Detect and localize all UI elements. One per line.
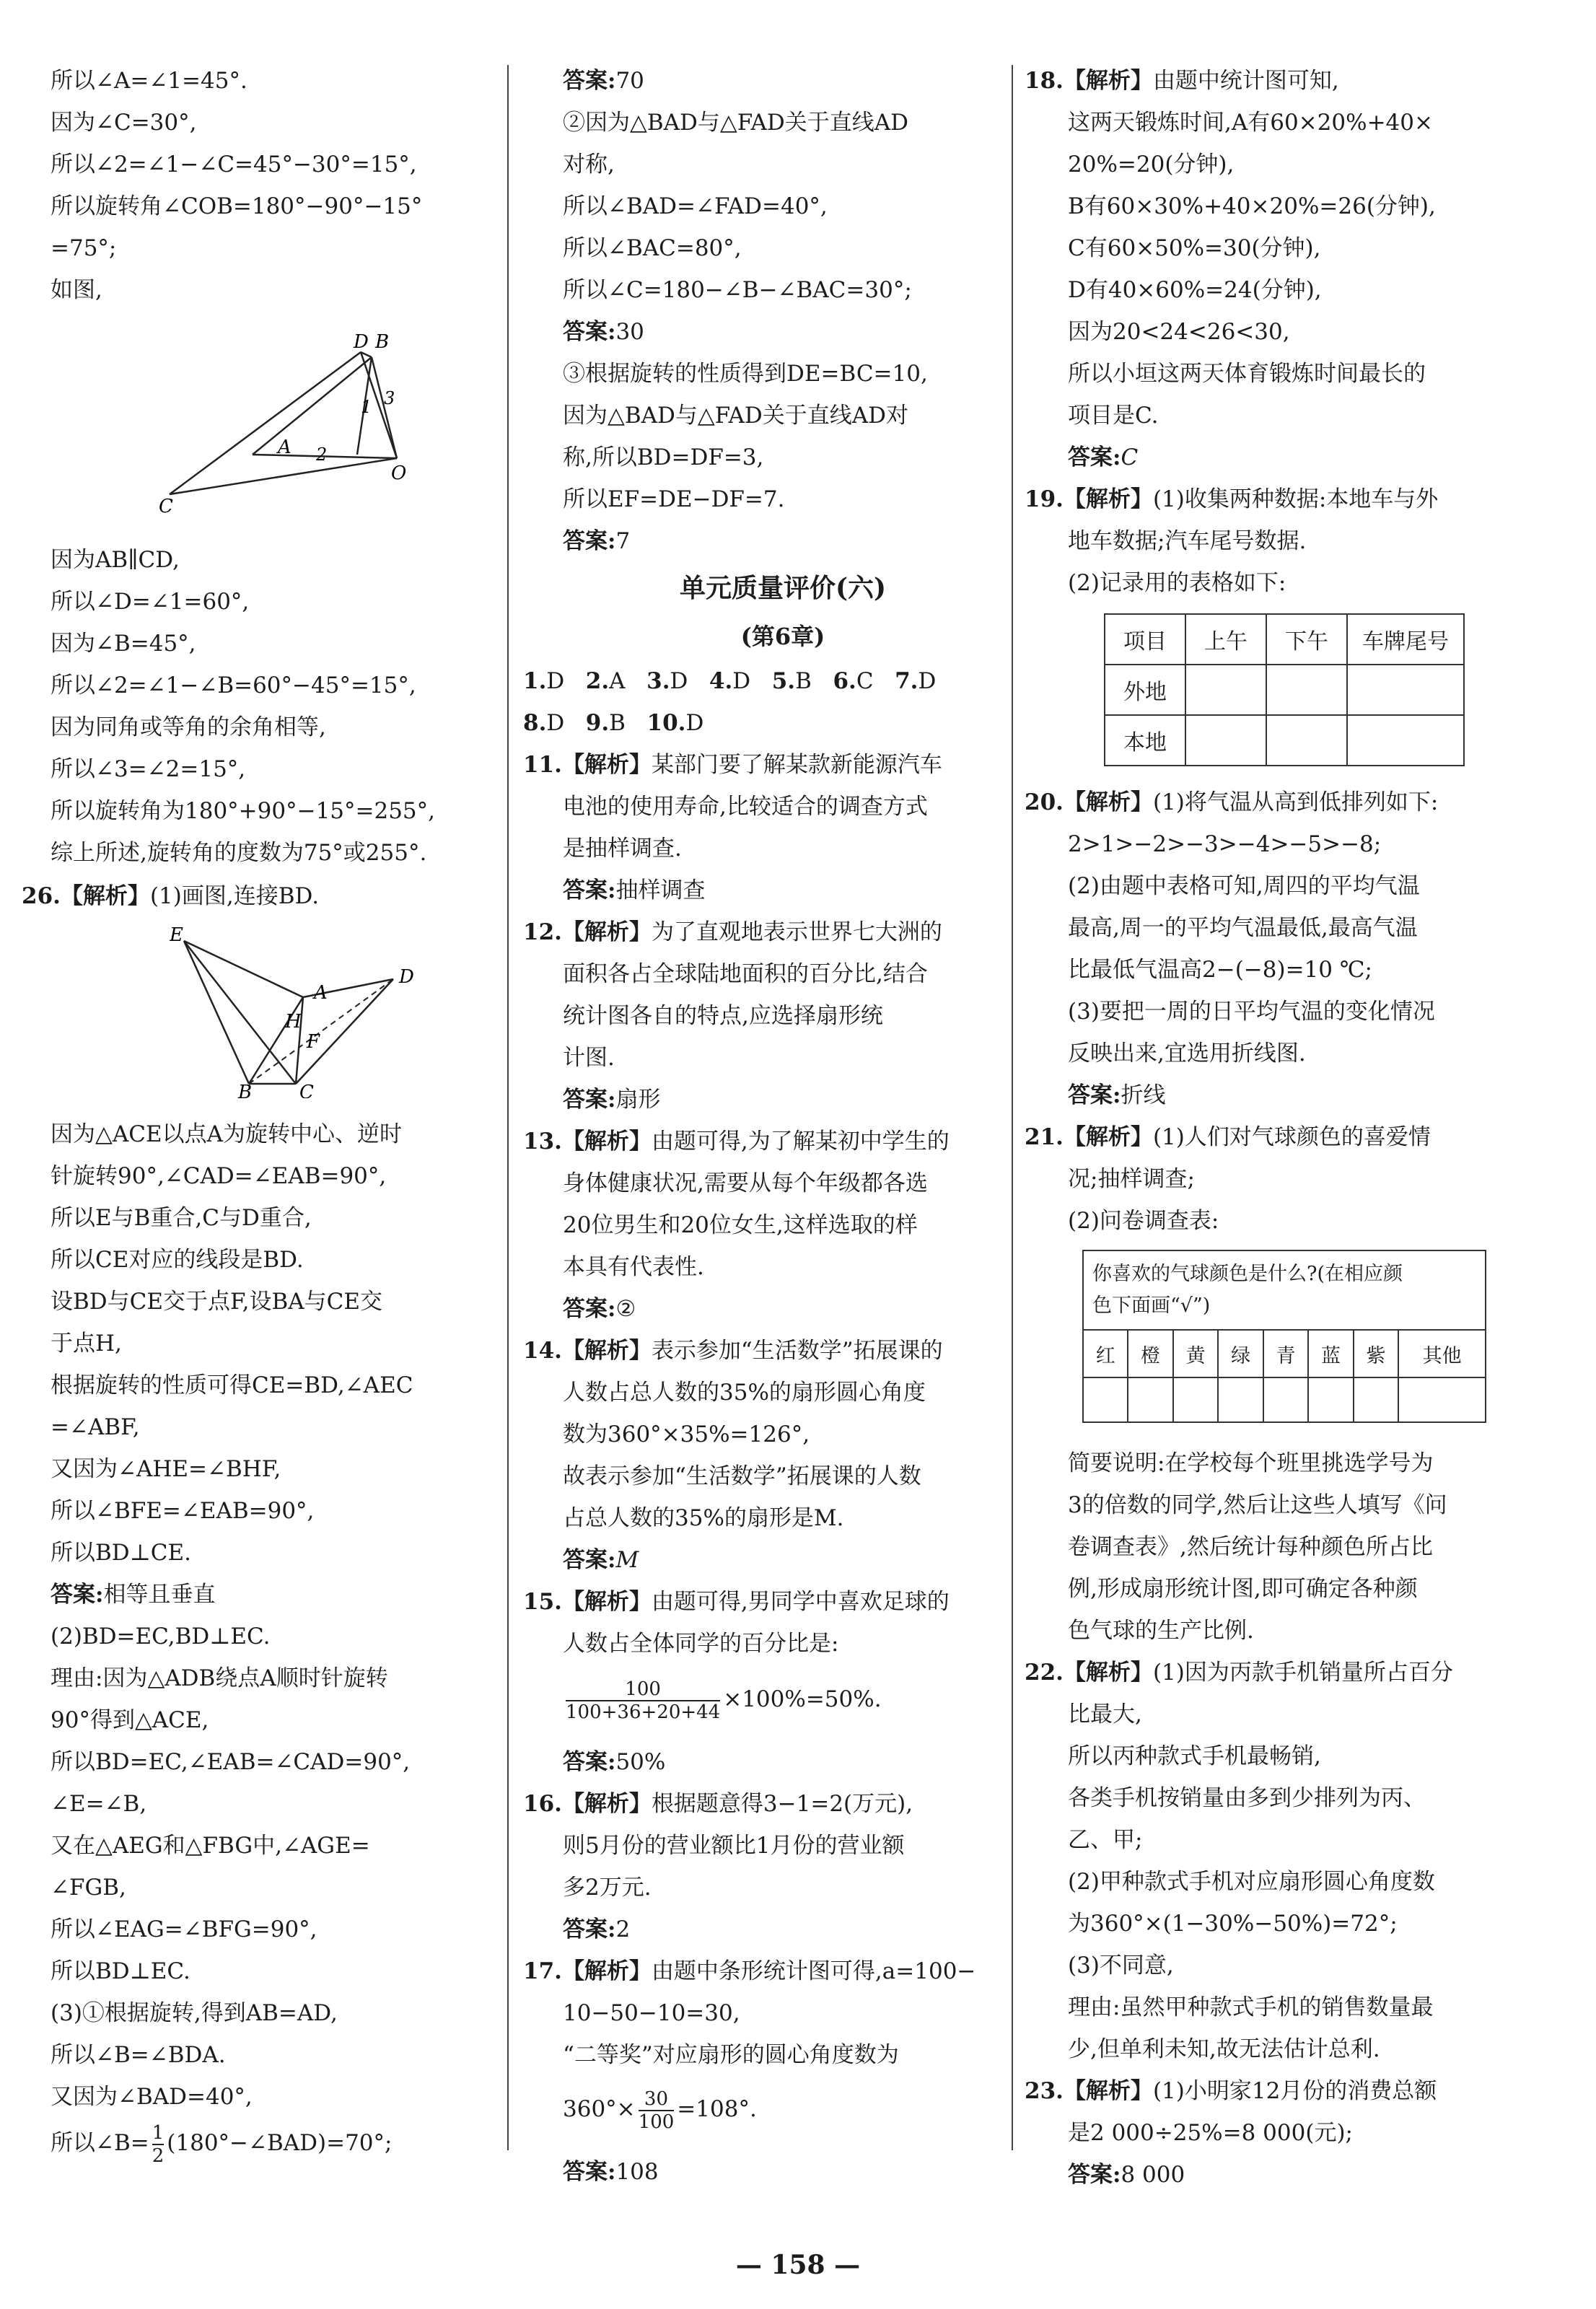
- survey-blank-cell: [1083, 1377, 1128, 1422]
- fig2-label: H: [285, 1011, 302, 1033]
- answer-line: [51, 1580, 215, 1609]
- survey-color-cell: 黄: [1173, 1330, 1218, 1377]
- answer-label: 答案:: [563, 2159, 616, 2185]
- table-cell: [1347, 665, 1464, 715]
- text-part: (1)小明家12月份的消费总额: [1152, 2078, 1437, 2104]
- answer-label: 答案:: [563, 1749, 616, 1775]
- text-line: “二等奖”对应扇形的圆心角度数为: [563, 2042, 899, 2068]
- numerator: 30: [644, 2087, 669, 2110]
- text-line: (3)要把一周的日平均气温的变化情况: [1068, 999, 1435, 1025]
- text-line: 地车数据;汽车尾号数据.: [1068, 528, 1307, 554]
- survey-blank-cell: [1308, 1377, 1353, 1422]
- question-number: 16.: [523, 1791, 562, 1817]
- question-19: [1025, 485, 1438, 514]
- answer-line: [563, 527, 630, 556]
- answer-label: 答案:: [563, 319, 616, 345]
- text-line: 所以∠3=∠2=15°,: [51, 756, 246, 782]
- choice-number: 5.: [771, 668, 796, 694]
- text-line: (2)甲种款式手机对应扇形圆心角度数: [1068, 1869, 1435, 1895]
- answer-label: 答案:: [563, 1087, 616, 1113]
- fig1-label: A: [278, 437, 291, 458]
- text-line: 多2万元.: [563, 1875, 652, 1901]
- survey-color-cell: 红: [1083, 1330, 1128, 1377]
- text-line: 卷调查表》,然后统计每种颜色所占比: [1068, 1534, 1433, 1560]
- text-line: 况;抽样调查;: [1068, 1166, 1195, 1192]
- question-22: [1025, 1658, 1453, 1687]
- text-line: ∠FGB,: [51, 1875, 126, 1901]
- table-cell: 本地: [1105, 715, 1185, 766]
- formula-line: [563, 2084, 757, 2134]
- question-number: 20.: [1025, 789, 1064, 815]
- text-line: 所以BD⊥EC.: [51, 1958, 190, 1984]
- text-line: 少,但单利未知,故无法估计总利.: [1068, 2036, 1380, 2062]
- text-line: 理由:因为△ADB绕点A顺时针旋转: [51, 1665, 388, 1691]
- text-line: C有60×50%=30(分钟),: [1068, 235, 1321, 261]
- choice-answer: D: [546, 710, 565, 736]
- answer-value: 扇形: [615, 1087, 661, 1113]
- question-number: 15.: [523, 1589, 562, 1615]
- geometry-figure-2: [170, 925, 444, 1098]
- text-line: 理由:虽然甲种款式手机的销售数量最: [1068, 1994, 1434, 2020]
- table-cell: [1347, 715, 1464, 766]
- text-line: 比最大,: [1068, 1701, 1142, 1727]
- text-line: 因为20<24<26<30,: [1068, 319, 1290, 345]
- text-line: 最高,周一的平均气温最低,最高气温: [1068, 915, 1418, 941]
- answer-line: [1068, 1081, 1165, 1110]
- text-line: B有60×30%+40×20%=26(分钟),: [1068, 193, 1436, 219]
- text-line: 是2 000÷25%=8 000(元);: [1068, 2120, 1353, 2146]
- table-header-cell: 上午: [1185, 614, 1266, 665]
- text-line: 这两天锻炼时间,A有60×20%+40×: [1068, 110, 1433, 136]
- text-line: 20位男生和20位女生,这样选取的样: [563, 1212, 918, 1238]
- question-14: [523, 1336, 943, 1365]
- analysis-tag: 【解析】: [1063, 1124, 1153, 1150]
- answer-line: [563, 1546, 639, 1574]
- analysis-tag: 【解析】: [1063, 789, 1153, 815]
- question-number: 19.: [1025, 486, 1064, 512]
- answer-line: [563, 66, 644, 95]
- question-number: 21.: [1025, 1124, 1064, 1150]
- choice-answer: B: [609, 710, 626, 736]
- question-21: [1025, 1123, 1431, 1152]
- text-line: [51, 2121, 392, 2167]
- choice-number: 4.: [709, 668, 733, 694]
- text-line: 人数占全体同学的百分比是:: [563, 1631, 839, 1657]
- text-part: =108°.: [677, 2096, 757, 2122]
- text-part: ×100%=50%.: [723, 1686, 882, 1712]
- fig1-label: 2: [316, 444, 328, 465]
- text-line: (3)①根据旋转,得到AB=AD,: [51, 2000, 338, 2026]
- text-line: 所以CE对应的线段是BD.: [51, 1247, 304, 1273]
- text-line: 所以∠D=∠1=60°,: [51, 589, 250, 615]
- question-number: 11.: [523, 752, 562, 778]
- answer-value: C: [1121, 444, 1139, 470]
- answer-value: 108: [615, 2159, 659, 2185]
- text-line: 2>1>−2>−3>−4>−5>−8;: [1068, 831, 1382, 857]
- answer-label: 答案:: [51, 1582, 104, 1608]
- text-line: 综上所述,旋转角的度数为75°或255°.: [51, 840, 427, 866]
- text-line: 因为AB∥CD,: [51, 547, 180, 573]
- text-line: 所以∠BAC=80°,: [563, 235, 742, 261]
- text-line: 因为同角或等角的余角相等,: [51, 714, 326, 740]
- analysis-tag: 【解析】: [1063, 68, 1153, 94]
- analysis-tag: 【解析】: [561, 1791, 652, 1817]
- text-line: 于点H,: [51, 1331, 122, 1357]
- text-part: 某部门要了解某款新能源汽车: [651, 752, 942, 778]
- text-part: (1)因为丙款手机销量所占百分: [1152, 1660, 1453, 1686]
- table-cell: [1266, 715, 1347, 766]
- text-line: 所以∠A=∠1=45°.: [51, 68, 247, 94]
- text-line: 所以∠C=180−∠B−∠BAC=30°;: [563, 277, 912, 303]
- choice-number: 3.: [646, 668, 670, 694]
- text-line: 因为∠C=30°,: [51, 110, 197, 136]
- choice-answer: B: [795, 668, 812, 694]
- denominator: 2: [152, 2144, 165, 2167]
- answer-value: 折线: [1121, 1082, 1166, 1108]
- fig1-label: D: [354, 332, 369, 353]
- text-line: 是抽样调查.: [563, 836, 682, 862]
- survey-blank-cell: [1354, 1377, 1398, 1422]
- answer-value: 30: [615, 319, 644, 345]
- text-line: 如图,: [51, 277, 102, 303]
- question-number: 23.: [1025, 2078, 1064, 2104]
- text-line: 10−50−10=30,: [563, 2000, 740, 2026]
- text-part: 由题中条形统计图可得,a=100−: [651, 1958, 976, 1984]
- answer-line: [563, 876, 705, 905]
- numerator: 1: [152, 2121, 165, 2144]
- text-line: 各类手机按销量由多到少排列为丙、: [1068, 1785, 1426, 1811]
- text-part: (180°−∠BAD)=70°;: [167, 2130, 393, 2156]
- text-line: 例,形成扇形统计图,即可确定各种颜: [1068, 1576, 1418, 1602]
- text-line: 数为360°×35%=126°,: [563, 1421, 810, 1447]
- answer-value: 8 000: [1121, 2162, 1185, 2188]
- text-line: 根据旋转的性质可得CE=BD,∠AEC: [51, 1372, 413, 1398]
- question-11: [523, 750, 942, 779]
- choice-answers-row-2: [523, 709, 703, 737]
- question-number: 22.: [1025, 1660, 1064, 1686]
- text-line: 90°得到△ACE,: [51, 1707, 209, 1733]
- text-line: 所以旋转角为180°+90°−15°=255°,: [51, 798, 436, 824]
- answer-value: 2: [615, 1916, 631, 1942]
- analysis-tag: 【解析】: [561, 1129, 652, 1154]
- fig1-label: 1: [361, 397, 372, 417]
- text-line: D有40×60%=24(分钟),: [1068, 277, 1322, 303]
- text-part: (1)人们对气球颜色的喜爱情: [1152, 1124, 1431, 1150]
- text-line: 又因为∠BAD=40°,: [51, 2084, 253, 2110]
- question-26: [22, 882, 319, 911]
- fig1-label: 3: [384, 388, 395, 408]
- text-line: 因为△BAD与△FAD关于直线AD对: [563, 403, 909, 429]
- answer-label: 答案:: [563, 68, 616, 94]
- answer-line: [563, 317, 644, 346]
- analysis-tag: 【解析】: [561, 1338, 652, 1364]
- survey-table: [1082, 1250, 1486, 1423]
- answer-line: [1068, 2160, 1185, 2189]
- table-header-cell: 车牌尾号: [1347, 614, 1464, 665]
- text-line: 所以丙种款式手机最畅销,: [1068, 1743, 1321, 1769]
- answer-label: 答案:: [1068, 444, 1121, 470]
- text-line: 所以∠2=∠1−∠B=60°−45°=15°,: [51, 672, 416, 698]
- choice-number: 6.: [833, 668, 856, 694]
- question-number: 14.: [523, 1338, 562, 1364]
- question-number: 26.: [22, 883, 61, 909]
- text-line: 称,所以BD=DF=3,: [563, 444, 764, 470]
- text-part: (1)收集两种数据:本地车与外: [1152, 486, 1439, 512]
- text-line: (3)不同意,: [1068, 1953, 1174, 1979]
- text-line: 简要说明:在学校每个班里挑选学号为: [1068, 1450, 1434, 1476]
- text-line: 因为△ACE以点A为旋转中心、逆时: [51, 1121, 402, 1147]
- fig2-label: E: [170, 925, 183, 946]
- question-23: [1025, 2077, 1437, 2106]
- analysis-tag: 【解析】: [1063, 1660, 1153, 1686]
- choice-answer: D: [670, 668, 688, 694]
- text-line: (2)由题中表格可知,周四的平均气温: [1068, 873, 1420, 899]
- text-line: 所以∠BFE=∠EAB=90°,: [51, 1498, 315, 1524]
- analysis-tag: 【解析】: [561, 919, 652, 945]
- answer-label: 答案:: [563, 1296, 616, 1322]
- answer-value: 7: [615, 528, 631, 554]
- survey-color-cell: 橙: [1128, 1330, 1172, 1377]
- text-line: 针旋转90°,∠CAD=∠EAB=90°,: [51, 1163, 387, 1189]
- text-line: 对称,: [563, 152, 615, 178]
- text-part: 所以∠B=: [51, 2130, 149, 2156]
- answer-value: M: [615, 1547, 639, 1573]
- numerator: 100: [625, 1678, 661, 1700]
- survey-blank-cell: [1173, 1377, 1218, 1422]
- question-number: 12.: [523, 919, 562, 945]
- question-12: [523, 918, 942, 947]
- fraction: [639, 2088, 675, 2133]
- choice-number: 2.: [585, 668, 610, 694]
- text-line: 设BD与CE交于点F,设BA与CE交: [51, 1289, 383, 1315]
- column-divider: [507, 65, 509, 2150]
- text-line: 为360°×(1−30%−50%)=72°;: [1068, 1911, 1398, 1937]
- answer-label: 答案:: [1068, 2162, 1121, 2188]
- fig2-label: C: [299, 1082, 314, 1098]
- choice-number: 10.: [646, 710, 686, 736]
- choice-number: 1.: [523, 668, 547, 694]
- survey-color-cell: 紫: [1354, 1330, 1398, 1377]
- text-line: 所以E与B重合,C与D重合,: [51, 1205, 312, 1231]
- column-divider: [1012, 65, 1013, 2150]
- text-line: 因为∠B=45°,: [51, 631, 196, 657]
- text-line: 所以EF=DE−DF=7.: [563, 486, 785, 512]
- text-line: 所以BD⊥CE.: [51, 1540, 191, 1566]
- text-line: (1)画图,连接BD.: [149, 883, 320, 909]
- analysis-tag: 【解析】: [60, 883, 150, 909]
- analysis-tag: 【解析】: [1063, 486, 1153, 512]
- text-part: 表示参加“生活数学”拓展课的: [651, 1338, 943, 1364]
- question-13: [523, 1127, 950, 1156]
- text-line: =75°;: [51, 235, 117, 261]
- formula-line: [563, 1674, 882, 1725]
- text-line: 所以∠EAG=∠BFG=90°,: [51, 1916, 317, 1942]
- choice-answer: D: [546, 668, 565, 694]
- fig2-label: B: [238, 1082, 253, 1098]
- text-line: 所以小垣这两天体育锻炼时间最长的: [1068, 361, 1426, 387]
- survey-color-cell: 青: [1263, 1330, 1308, 1377]
- survey-title-line: 色下面画“√”): [1092, 1294, 1211, 1317]
- table-cell: 外地: [1105, 665, 1185, 715]
- choice-answer: A: [609, 668, 626, 694]
- text-line: ∠E=∠B,: [51, 1791, 147, 1817]
- text-part: 360°×: [563, 2096, 636, 2122]
- answer-value: ②: [615, 1296, 636, 1322]
- analysis-tag: 【解析】: [561, 752, 652, 778]
- text-part: (1)将气温从高到低排列如下:: [1152, 789, 1439, 815]
- record-table: [1104, 613, 1465, 766]
- table-cell: [1185, 715, 1266, 766]
- question-number: 17.: [523, 1958, 562, 1984]
- text-line: 身体健康状况,需要从每个年级都各选: [563, 1170, 928, 1196]
- survey-blank-cell: [1398, 1377, 1486, 1422]
- choice-answers-row-1: [523, 667, 936, 696]
- text-line: (2)BD=EC,BD⊥EC.: [51, 1624, 271, 1649]
- text-line: 比最低气温高2−(−8)=10 ℃;: [1068, 957, 1372, 983]
- text-line: 所以∠BAD=∠FAD=40°,: [563, 193, 828, 219]
- survey-title-line: 你喜欢的气球颜色是什么?(在相应颜: [1092, 1263, 1403, 1285]
- answer-label: 答案:: [1068, 1082, 1121, 1108]
- fraction: [152, 2122, 165, 2167]
- fig2-label: F: [307, 1031, 320, 1053]
- text-line: 20%=20(分钟),: [1068, 152, 1235, 178]
- table-cell: [1185, 665, 1266, 715]
- text-line: =∠ABF,: [51, 1414, 140, 1440]
- choice-number: 9.: [585, 710, 610, 736]
- answer-label: 答案:: [563, 1547, 616, 1573]
- survey-blank-cell: [1218, 1377, 1263, 1422]
- choice-number: 8.: [523, 710, 547, 736]
- text-line: 3的倍数的同学,然后让这些人填写《问: [1068, 1492, 1447, 1518]
- answer-value: 抽样调查: [615, 877, 706, 903]
- survey-color-cell: 蓝: [1308, 1330, 1353, 1377]
- survey-color-cell: 绿: [1218, 1330, 1263, 1377]
- text-line: 所以旋转角∠COB=180°−90°−15°: [51, 193, 423, 219]
- text-line: 反映出来,宜选用折线图.: [1068, 1040, 1306, 1066]
- table-header-cell: 项目: [1105, 614, 1185, 665]
- question-18: [1025, 66, 1339, 95]
- analysis-tag: 【解析】: [561, 1589, 652, 1615]
- analysis-tag: 【解析】: [561, 1958, 652, 1984]
- choice-answer: D: [918, 668, 937, 694]
- question-number: 18.: [1025, 68, 1064, 94]
- question-15: [523, 1587, 950, 1616]
- survey-blank-cell: [1263, 1377, 1308, 1422]
- text-part: 由题中统计图可知,: [1152, 68, 1339, 94]
- question-20: [1025, 788, 1438, 817]
- answer-line: [563, 1915, 630, 1944]
- answer-line: [563, 1294, 636, 1323]
- fig1-label: O: [391, 463, 407, 484]
- text-line: 计图.: [563, 1045, 615, 1071]
- page-number: — 158 —: [735, 2250, 861, 2280]
- choice-answer: C: [856, 668, 874, 694]
- text-line: 则5月份的营业额比1月份的营业额: [563, 1833, 905, 1859]
- fraction: [566, 1678, 720, 1723]
- survey-table-title: [1083, 1250, 1486, 1330]
- text-part: 为了直观地表示世界七大洲的: [651, 919, 942, 945]
- survey-blank-cell: [1128, 1377, 1172, 1422]
- fig1-label: C: [159, 496, 173, 517]
- text-line: 色气球的生产比例.: [1068, 1618, 1254, 1644]
- analysis-tag: 【解析】: [1063, 2078, 1153, 2104]
- denominator: 100+36+20+44: [566, 1701, 721, 1723]
- table-header-cell: 下午: [1266, 614, 1347, 665]
- text-line: 本具有代表性.: [563, 1254, 704, 1280]
- answer-value: 70: [615, 68, 644, 94]
- text-line: 所以BD=EC,∠EAB=∠CAD=90°,: [51, 1749, 411, 1775]
- question-number: 13.: [523, 1129, 562, 1154]
- text-line: 人数占总人数的35%的扇形圆心角度: [563, 1380, 926, 1406]
- answer-line: [563, 2157, 659, 2186]
- denominator: 100: [638, 2111, 675, 2133]
- fig2-label: A: [314, 982, 328, 1004]
- text-line: 又在△AEG和△FBG中,∠AGE=: [51, 1833, 370, 1859]
- text-line: 故表示参加“生活数学”拓展课的人数: [563, 1463, 921, 1489]
- geometry-figure-1: [159, 332, 447, 520]
- table-cell: [1266, 665, 1347, 715]
- text-line: (2)问卷调查表:: [1068, 1208, 1219, 1234]
- text-part: 根据题意得3−1=2(万元),: [651, 1791, 913, 1817]
- answer-label: 答案:: [563, 877, 616, 903]
- answer-label: 答案:: [563, 528, 616, 554]
- section-subheading: (第6章): [740, 623, 825, 650]
- choice-answer: D: [732, 668, 751, 694]
- text-line: (2)记录用的表格如下:: [1068, 570, 1286, 596]
- text-line: ②因为△BAD与△FAD关于直线AD: [563, 110, 909, 136]
- question-16: [523, 1789, 913, 1818]
- text-line: ③根据旋转的性质得到DE=BC=10,: [563, 361, 928, 387]
- text-line: 面积各占全球陆地面积的百分比,结合: [563, 961, 928, 987]
- choice-number: 7.: [895, 668, 918, 694]
- text-line: 所以∠2=∠1−∠C=45°−30°=15°,: [51, 152, 417, 178]
- answer-line: [563, 1748, 665, 1776]
- answer-value: 相等且垂直: [103, 1582, 216, 1608]
- fig2-label: D: [399, 966, 414, 988]
- fig1-label: B: [375, 332, 390, 353]
- text-part: 由题可得,男同学中喜欢足球的: [651, 1589, 950, 1615]
- survey-color-cell: 其他: [1398, 1330, 1486, 1377]
- answer-line: [563, 1085, 660, 1114]
- text-line: 项目是C.: [1068, 403, 1159, 429]
- answer-line: [1068, 443, 1138, 472]
- answer-label: 答案:: [563, 1916, 616, 1942]
- section-heading: 单元质量评价(六): [679, 573, 887, 603]
- text-part: 由题可得,为了解某初中学生的: [651, 1129, 950, 1154]
- text-line: 乙、甲;: [1068, 1827, 1143, 1853]
- answer-value: 50%: [615, 1749, 666, 1775]
- text-line: 又因为∠AHE=∠BHF,: [51, 1456, 281, 1482]
- text-line: 统计图各自的特点,应选择扇形统: [563, 1003, 883, 1029]
- text-line: 电池的使用寿命,比较适合的调查方式: [563, 794, 928, 820]
- question-17: [523, 1957, 975, 1986]
- choice-answer: D: [685, 710, 704, 736]
- text-line: 占总人数的35%的扇形是M.: [563, 1505, 844, 1531]
- text-line: 所以∠B=∠BDA.: [51, 2042, 226, 2068]
